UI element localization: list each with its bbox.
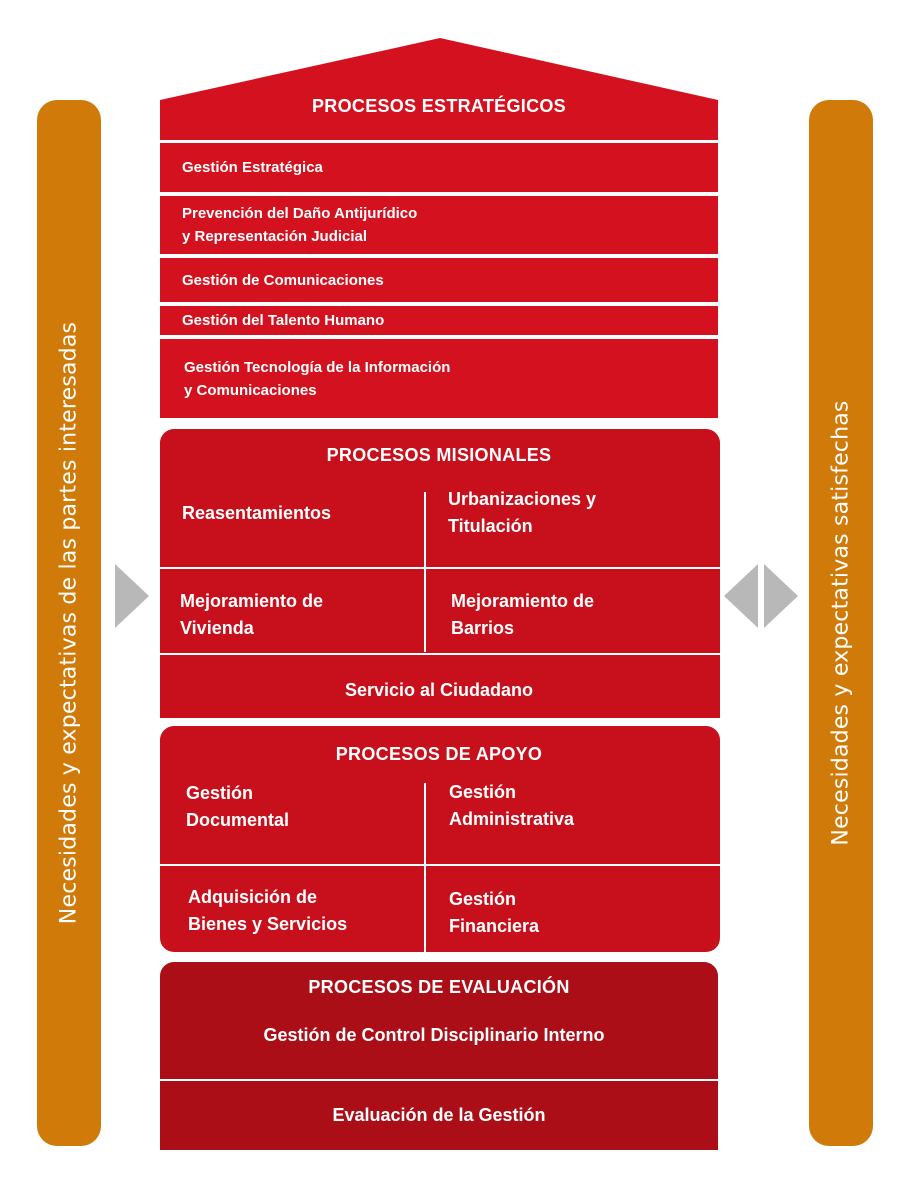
strategic-item-5: Gestión Tecnología de la Información y Comunicaciones <box>160 339 718 418</box>
support-title: PROCESOS DE APOYO <box>335 744 543 764</box>
output-arrow-right-icon <box>764 564 798 628</box>
support-cell-administrativa: Gestión Administrativa <box>449 782 575 829</box>
strategic-item-2: Prevención del Daño Antijurídico y Representación Judicial <box>160 196 718 254</box>
strategic-item-3: Gestión de Comunicaciones <box>160 258 718 302</box>
strategic-item-4: Gestión del Talento Humano <box>160 306 718 335</box>
missional-divider-v <box>424 492 426 652</box>
missional-divider-h2 <box>160 653 720 655</box>
evaluation-divider <box>160 1079 718 1081</box>
missional-title: PROCESOS MISIONALES <box>326 445 552 465</box>
left-pillar-text: Necesidades y expectativas de las partes interesadas <box>56 321 82 925</box>
output-arrow-left-icon <box>724 564 758 628</box>
missional-footer: Servicio al Ciudadano <box>344 679 534 700</box>
missional-cell-reasentamientos: Reasentamientos <box>182 503 332 523</box>
support-cell-documental: Gestión Documental <box>186 783 290 830</box>
missional-cell-urbanizaciones: Urbanizaciones y Titulación <box>448 489 597 536</box>
strategic-item-1: Gestión Estratégica <box>160 143 718 192</box>
missional-divider-h1 <box>160 567 720 569</box>
support-cell-financiera: Gestión Financiera <box>449 889 540 936</box>
support-divider-h <box>160 864 720 866</box>
evaluation-item-gestion: Evaluación de la Gestión <box>332 1104 546 1125</box>
support-cell-adquisicion: Adquisición de Bienes y Servicios <box>188 887 348 934</box>
strategic-title: PROCESOS ESTRATÉGICOS <box>311 96 566 116</box>
evaluation-item-control: Gestión de Control Disciplinario Interno <box>263 1024 605 1045</box>
missional-block <box>160 429 720 718</box>
missional-cell-barrios: Mejoramiento de Barrios <box>451 591 595 638</box>
input-arrow-icon <box>115 564 149 628</box>
evaluation-title: PROCESOS DE EVALUACIÓN <box>308 977 570 997</box>
right-pillar-text: Necesidades y expectativas satisfechas <box>828 400 854 846</box>
support-divider-v <box>424 783 426 952</box>
roof-shape <box>160 38 718 145</box>
left-pillar <box>37 100 101 1146</box>
right-pillar <box>809 100 873 1146</box>
missional-cell-vivienda: Mejoramiento de Vivienda <box>180 591 324 638</box>
